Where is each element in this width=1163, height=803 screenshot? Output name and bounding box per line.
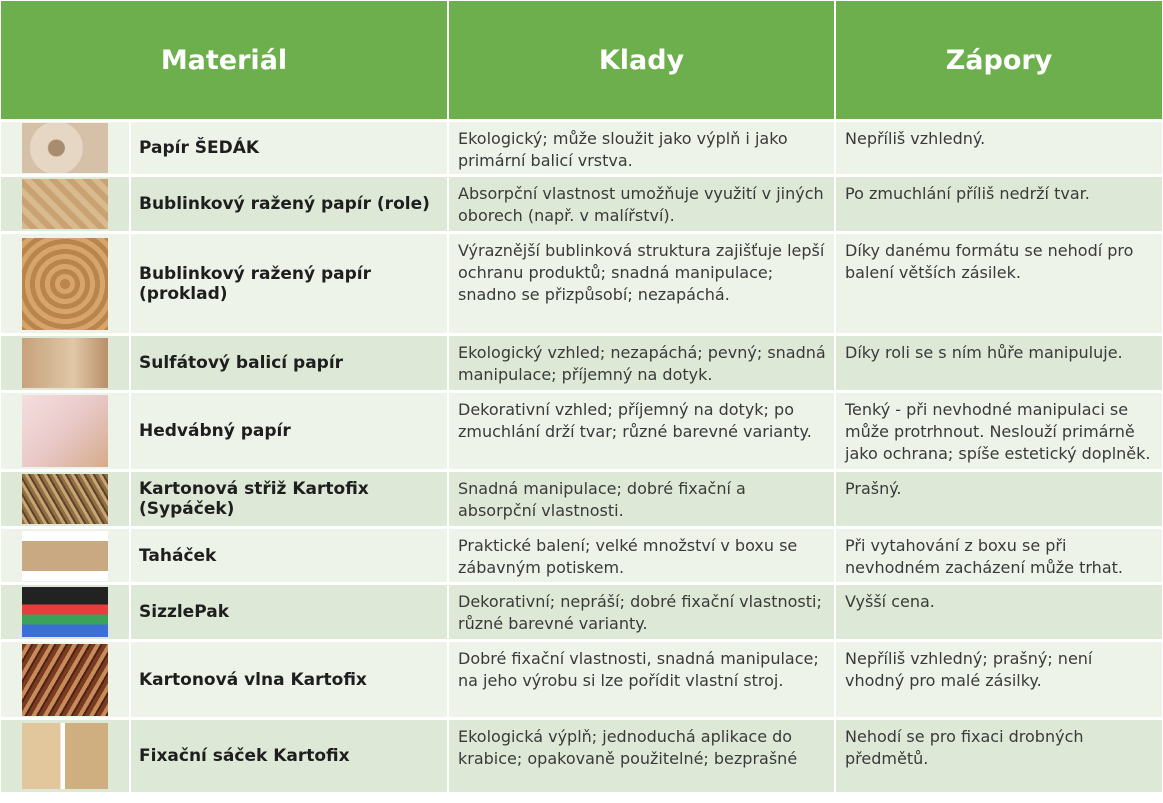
row-pros: Dekorativní vzhled; příjemný na dotyk; po zmuchlání drží tvar; různé barevné varianty.: [449, 393, 836, 472]
header-material: Materiál: [1, 1, 449, 122]
row-cons: Při vytahování z boxu se při nevhodném zacházení může trhat.: [836, 529, 1162, 585]
row-pros: Dobré fixační vlastnosti, snadná manipulace; na jeho výrobu si lze pořídit vlastní stroj.: [449, 642, 836, 720]
row-material-name: SizzlePak: [131, 585, 449, 642]
row-image-cell: [1, 720, 131, 795]
row-image-cell: [1, 585, 131, 642]
row-material-name: Kartonová vlna Kartofix: [131, 642, 449, 720]
header-cons: Zápory: [836, 1, 1162, 122]
row-material-name: Kartonová střiž Kartofix (Sypáček): [131, 472, 449, 529]
row-pros: Ekologická výplň; jednoduchá aplikace do krabice; opakovaně použitelné; bezprašné: [449, 720, 836, 795]
table-header-row: [1, 1, 1162, 122]
row-material-name: Bublinkový ražený papír (role): [131, 177, 449, 234]
row-image-cell: [1, 642, 131, 720]
row-cons: Prašný.: [836, 472, 1162, 529]
row-image-cell: [1, 393, 131, 472]
row-image-cell: [1, 472, 131, 529]
paper-roll-image: [22, 123, 108, 173]
materials-comparison-table: [1, 1, 1162, 795]
kraft-paper-roll-image: [22, 338, 108, 388]
table-row: [1, 642, 1162, 720]
cardboard-wool-image: [22, 644, 108, 716]
row-image-cell: [1, 177, 131, 234]
sizzlepak-box-image: [22, 587, 108, 637]
row-material-name: Hedvábný papír: [131, 393, 449, 472]
row-pros: Dekorativní; nepráší; dobré fixační vlastnosti; různé barevné varianty.: [449, 585, 836, 642]
row-image-cell: [1, 336, 131, 393]
table-row: [1, 177, 1162, 234]
row-material-name: Taháček: [131, 529, 449, 585]
row-material-name: Sulfátový balicí papír: [131, 336, 449, 393]
row-material-name: Bublinkový ražený papír (proklad): [131, 234, 449, 336]
embossed-paper-sheet-image: [22, 238, 108, 330]
row-pros: Praktické balení; velké množství v boxu se zábavným potiskem.: [449, 529, 836, 585]
row-cons: Nepříliš vzhledný; prašný; není vhodný pro malé zásilky.: [836, 642, 1162, 720]
embossed-paper-roll-image: [22, 179, 108, 229]
table-row: [1, 393, 1162, 472]
table-row: [1, 720, 1162, 795]
table-row: [1, 122, 1162, 177]
row-cons: Díky danému formátu se nehodí pro balení větších zásilek.: [836, 234, 1162, 336]
dispenser-box-image: [22, 531, 108, 581]
row-cons: Díky roli se s ním hůře manipuluje.: [836, 336, 1162, 393]
row-cons: Po zmuchlání příliš nedrží tvar.: [836, 177, 1162, 234]
row-pros: Absorpční vlastnost umožňuje využití v jiných oborech (např. v malířství).: [449, 177, 836, 234]
row-cons: Nepříliš vzhledný.: [836, 122, 1162, 177]
row-cons: Nehodí se pro fixaci drobných předmětů.: [836, 720, 1162, 795]
table-row: [1, 529, 1162, 585]
table-row: [1, 336, 1162, 393]
fixation-bag-image: [22, 723, 108, 789]
row-material-name: Papír ŠEDÁK: [131, 122, 449, 177]
table-row: [1, 585, 1162, 642]
row-pros: Ekologický; může sloužit jako výplň i jako primární balicí vrstva.: [449, 122, 836, 177]
table-row: [1, 234, 1162, 336]
row-cons: Vyšší cena.: [836, 585, 1162, 642]
row-pros: Snadná manipulace; dobré fixační a absorpční vlastnosti.: [449, 472, 836, 529]
table-row: [1, 472, 1162, 529]
cardboard-shred-image: [22, 474, 108, 524]
row-image-cell: [1, 122, 131, 177]
row-image-cell: [1, 529, 131, 585]
row-cons: Tenký - při nevhodné manipulaci se může protrhnout. Neslouží primárně jako ochrana; spíše estetický doplněk.: [836, 393, 1162, 472]
row-pros: Ekologický vzhled; nezapáchá; pevný; snadná manipulace; příjemný na dotyk.: [449, 336, 836, 393]
row-material-name: Fixační sáček Kartofix: [131, 720, 449, 795]
row-image-cell: [1, 234, 131, 336]
header-pros: Klady: [449, 1, 836, 122]
tissue-paper-image: [22, 395, 108, 467]
row-pros: Výraznější bublinková struktura zajišťuje lepší ochranu produktů; snadná manipulace; snadno se přizpůsobí; nezapáchá.: [449, 234, 836, 336]
